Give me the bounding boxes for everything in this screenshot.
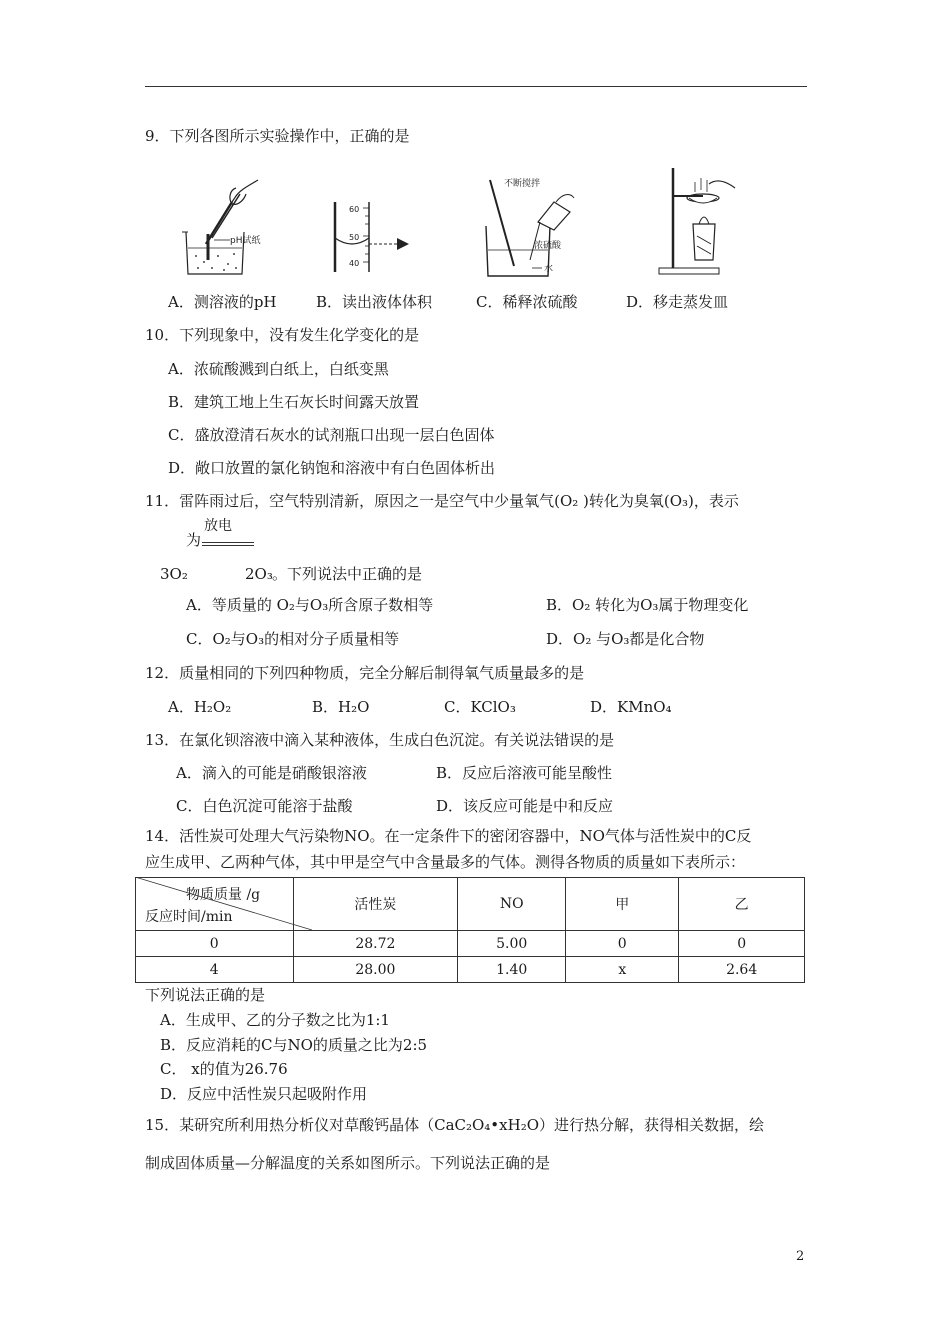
q9-option-d: D．移走蒸发皿 bbox=[626, 293, 729, 311]
header-rule bbox=[145, 86, 807, 87]
tick-60: 60 bbox=[349, 205, 360, 214]
table-cell: 2.64 bbox=[679, 957, 805, 983]
q9-option-a: A．测溶液的pH bbox=[168, 293, 277, 311]
table-corner-diagonal bbox=[135, 877, 313, 931]
q11-eq-right: 2O₃ bbox=[245, 565, 273, 583]
q11-stem: 11．雷阵雨过后，空气特别清新，原因之一是空气中少量氧气(O₂ )转化为臭氧(O₃)，表示 bbox=[145, 492, 739, 510]
acid-label: 浓硫酸 bbox=[534, 241, 562, 251]
q12-option-d: D．KMnO₄ bbox=[590, 698, 672, 716]
table-cell: x bbox=[566, 957, 679, 983]
q11-eq-prefix: 为 bbox=[186, 531, 202, 549]
q14-option-a: A．生成甲、乙的分子数之比为1:1 bbox=[160, 1011, 390, 1029]
q12-option-a: A．H₂O₂ bbox=[168, 698, 232, 716]
figure-ph-test bbox=[178, 178, 273, 278]
eye-icon bbox=[397, 238, 409, 250]
q11-option-a: A．等质量的 O₂与O₃所含原子数相等 bbox=[186, 596, 434, 614]
q12-option-c: C．KClO₃ bbox=[444, 698, 516, 716]
q11-eq-suffix: 。下列说法中正确的是 bbox=[272, 565, 423, 583]
q10-option-d: D．敞口放置的氯化钠饱和溶液中有白色固体析出 bbox=[168, 459, 496, 477]
table-cell: 1.40 bbox=[458, 957, 566, 983]
q13-stem: 13．在氯化钡溶液中滴入某种液体，生成白色沉淀。有关说法错误的是 bbox=[145, 731, 615, 749]
q9-option-b: B．读出液体体积 bbox=[316, 293, 433, 311]
q14-stem-line1: 14．活性炭可处理大气污染物NO。在一定条件下的密闭容器中，NO气体与活性炭中的C反 bbox=[145, 827, 752, 845]
ph-paper-label: pH试纸 bbox=[230, 236, 261, 246]
q14-option-b: B．反应消耗的C与NO的质量之比为2:5 bbox=[160, 1036, 428, 1054]
table-row bbox=[136, 957, 805, 983]
tick-50: 50 bbox=[349, 233, 360, 242]
q10-option-b: B．建筑工地上生石灰长时间露天放置 bbox=[168, 393, 420, 411]
q10-stem: 10．下列现象中，没有发生化学变化的是 bbox=[145, 326, 420, 344]
table-cell: 28.72 bbox=[293, 931, 458, 957]
stir-label: 不断搅拌 bbox=[504, 179, 541, 189]
eq-line-bottom bbox=[202, 545, 254, 546]
row-time: 0 bbox=[136, 931, 294, 957]
q11-eq-condition: 放电 bbox=[204, 518, 232, 534]
table-cell: 0 bbox=[566, 931, 679, 957]
tick-40: 40 bbox=[349, 259, 360, 268]
q14-stem-line2: 应生成甲、乙两种气体，其中甲是空气中含量最多的气体。测得各物质的质量如下表所示： bbox=[145, 853, 746, 871]
table-row bbox=[136, 931, 805, 957]
q11-option-c: C．O₂与O₃的相对分子质量相等 bbox=[186, 630, 400, 648]
q14-option-d: D．反应中活性炭只起吸附作用 bbox=[160, 1085, 368, 1103]
figure-cylinder-reading bbox=[325, 198, 420, 278]
figure-dilute-acid bbox=[478, 172, 578, 280]
col-header: 乙 bbox=[679, 878, 805, 931]
water-label: 水 bbox=[544, 264, 554, 274]
q11-option-b: B．O₂ 转化为O₃属于物理变化 bbox=[546, 596, 749, 614]
q13-option-a: A．滴入的可能是硝酸银溶液 bbox=[176, 764, 367, 782]
q14-option-c: C． x的值为26.76 bbox=[160, 1060, 288, 1078]
q12-option-b: B．H₂O bbox=[312, 698, 370, 716]
q15-stem-line2: 制成固体质量—分解温度的关系如图所示。下列说法正确的是 bbox=[145, 1154, 551, 1172]
q13-option-d: D．该反应可能是中和反应 bbox=[436, 797, 614, 815]
q13-option-c: C．白色沉淀可能溶于盐酸 bbox=[176, 797, 353, 815]
q9-option-c: C．稀释浓硫酸 bbox=[476, 293, 578, 311]
col-header: NO bbox=[458, 878, 566, 931]
table-cell: 0 bbox=[679, 931, 805, 957]
table-cell: 5.00 bbox=[458, 931, 566, 957]
q15-stem-line1: 15．某研究所利用热分析仪对草酸钙晶体（CaC₂O₄•xH₂O）进行热分解，获得相关数据，绘 bbox=[145, 1116, 765, 1134]
col-header: 甲 bbox=[566, 878, 679, 931]
page-number: 2 bbox=[796, 1249, 805, 1264]
col-header: 活性炭 bbox=[293, 878, 458, 931]
q9-stem: 9．下列各图所示实验操作中，正确的是 bbox=[145, 127, 410, 145]
corner-bottom-label: 反应时间/min bbox=[145, 909, 233, 925]
q12-stem: 12．质量相同的下列四种物质，完全分解后制得氧气质量最多的是 bbox=[145, 664, 585, 682]
row-time: 4 bbox=[136, 957, 294, 983]
q13-option-b: B．反应后溶液可能呈酸性 bbox=[436, 764, 613, 782]
q11-option-d: D．O₂ 与O₃都是化合物 bbox=[546, 630, 705, 648]
q10-option-a: A．浓硫酸溅到白纸上，白纸变黑 bbox=[168, 360, 389, 378]
q14-prompt: 下列说法正确的是 bbox=[145, 986, 266, 1004]
q10-option-c: C．盛放澄清石灰水的试剂瓶口出现一层白色固体 bbox=[168, 426, 495, 444]
q11-eq-left: 3O₂ bbox=[160, 565, 188, 583]
table-cell: 28.00 bbox=[293, 957, 458, 983]
corner-top-label: 物质质量 /g bbox=[186, 887, 261, 903]
eq-line-top bbox=[202, 542, 254, 543]
figure-evaporating-dish bbox=[655, 164, 745, 278]
